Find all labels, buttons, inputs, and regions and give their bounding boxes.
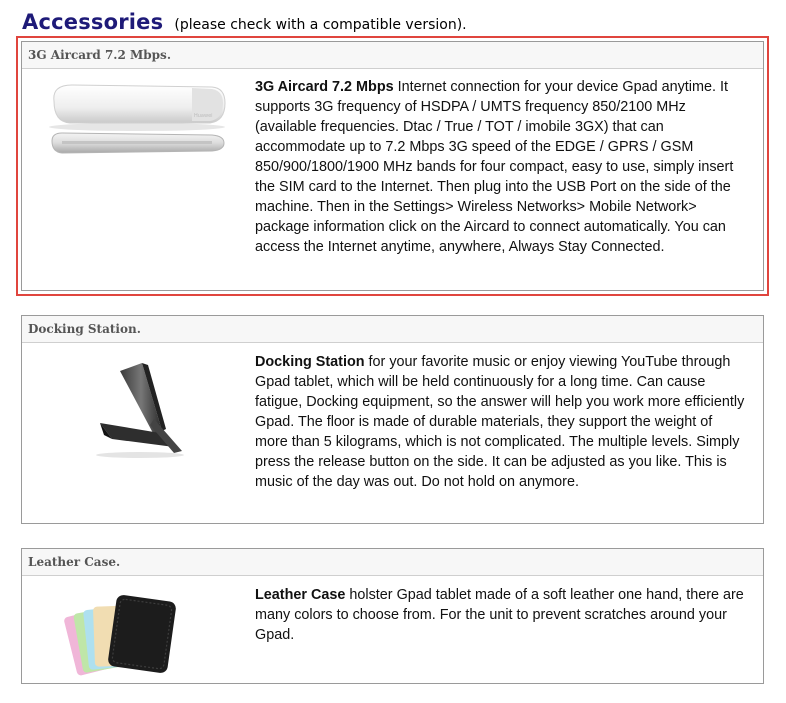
page-title: Accessories (22, 10, 164, 34)
accessory-card-docking-station[interactable] (21, 315, 764, 524)
accessory-description: 3G Aircard 7.2 Mbps Internet connection for your device Gpad anytime. It supports 3G frequency of HSDPA / UMTS frequency 850/2100 MHz (available frequencies. Dtac / True / TOT / imobile 3GX) that can accommodate up to 7.2 Mbps 3G speed of the EDGE / GPRS / GSM 850/900/1800/1900 MHz bands for four compact, easy to use, simply insert the SIM card to the Internet. Then plug into the USB Port on the side of the machine. Then in the Settings> Wireless Networks> Mobile Network> package information click on the Aircard to connect automatically. You can access the Internet anytime, anywhere, Always Stay Connected. (255, 79, 734, 255)
accessory-name: Leather Case (255, 587, 346, 603)
compatibility-note: (please check with a compatible version). (174, 17, 467, 33)
accessory-card-leather-case[interactable] (21, 548, 764, 684)
leather-case-image (42, 586, 232, 696)
card-heading: Leather Case. (22, 549, 763, 576)
accessory-name: Docking Station (255, 354, 365, 370)
card-heading: Docking Station. (22, 316, 763, 343)
card-heading: 3G Aircard 7.2 Mbps. (22, 42, 763, 69)
page-header (22, 10, 467, 34)
accessory-description: Leather Case holster Gpad tablet made of a soft leather one hand, there are many colors to choose from. For the unit to prevent scratches around your Gpad. (255, 587, 744, 643)
svg-text:Huawei: Huawei (194, 113, 213, 119)
accessory-card-aircard[interactable] (21, 41, 764, 291)
usb-aircard-image (42, 79, 232, 189)
docking-station-image (42, 353, 232, 463)
accessory-description: Docking Station for your favorite music or enjoy viewing YouTube through Gpad tablet, which will be held continuously for a long time. Can cause fatigue, Docking equipment, so the answer will help you work more efficiently Gpad. The floor is made of durable materials, they support the weight of more than 5 kilograms, which is not complicated. The multiple levels. Simply press the release button on the side. It can be adjusted as you like. This is music of the day was out. Do not hold on anymore. (255, 354, 745, 490)
accessory-name: 3G Aircard 7.2 Mbps (255, 79, 394, 95)
